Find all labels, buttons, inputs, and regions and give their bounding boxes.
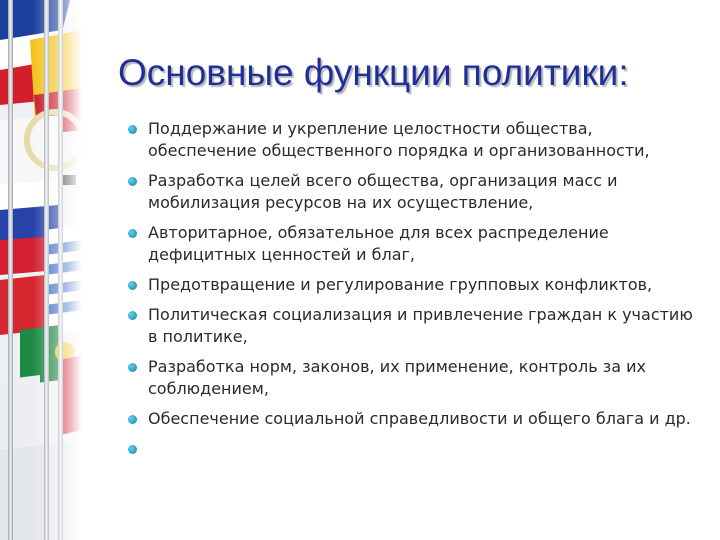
bullet-text: Авторитарное, обязательное для всех распределение дефицитных ценностей и благ, <box>148 223 609 264</box>
list-item <box>126 438 706 460</box>
flagpole <box>8 0 13 540</box>
bullet-text: Разработка целей всего общества, организация масс и мобилизация ресурсов на их осуществление, <box>148 171 618 212</box>
list-item <box>126 118 706 162</box>
list-item <box>126 170 706 214</box>
list-item <box>126 408 706 430</box>
bullet-text: Разработка норм, законов, их применение, контроль за их соблюдением, <box>148 357 646 398</box>
bullet-text: Предотвращение и регулирование групповых конфликтов, <box>148 275 653 294</box>
list-item <box>126 356 706 400</box>
flagpole <box>58 0 63 540</box>
bullet-icon <box>128 229 137 238</box>
bullet-text: Обеспечение социальной справедливости и общего блага и др. <box>148 409 691 428</box>
bullet-icon <box>128 445 137 454</box>
bullet-icon <box>128 415 137 424</box>
list-item <box>126 274 706 296</box>
bullet-icon <box>128 363 137 372</box>
flags-illustration <box>0 0 82 540</box>
flags-decoration-image <box>0 0 82 540</box>
list-item <box>126 222 706 266</box>
bullet-icon <box>128 125 137 134</box>
flagpole <box>44 0 49 540</box>
bullet-icon <box>128 281 137 290</box>
bullet-list <box>126 118 706 468</box>
slide-title: Основные функции политики: <box>118 52 629 93</box>
bullet-text <box>148 439 153 458</box>
list-item <box>126 304 706 348</box>
bullet-icon <box>128 311 137 320</box>
bullet-text: Поддержание и укрепление целостности общества, обеспечение общественного порядка и организованности, <box>148 119 650 160</box>
bullet-text: Политическая социализация и привлечение граждан к участию в политике, <box>148 305 693 346</box>
bullet-icon <box>128 177 137 186</box>
